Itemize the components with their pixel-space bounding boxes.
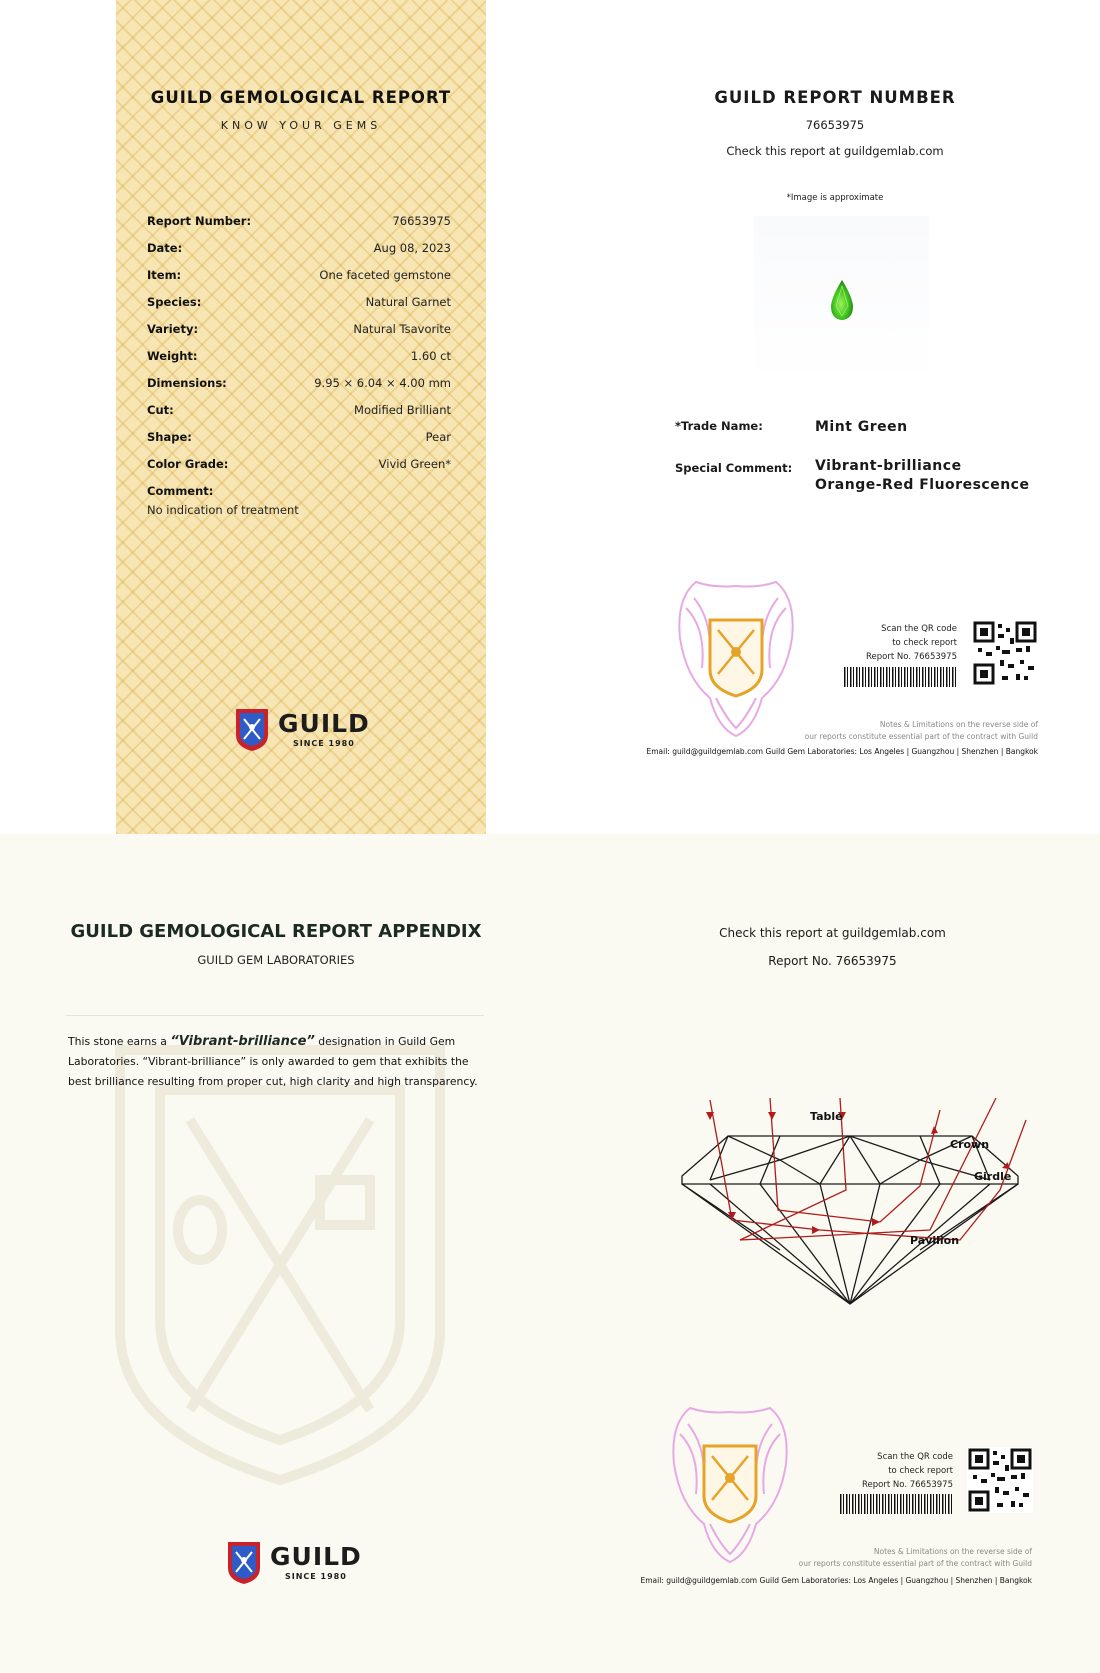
- guild-since: SINCE 1980: [284, 1571, 347, 1581]
- appendix-check-link[interactable]: Check this report at guildgemlab.com: [719, 926, 946, 940]
- barcode: [844, 667, 956, 687]
- dimensions-value: 9.95 × 6.04 × 4.00 mm: [314, 376, 451, 390]
- date-label: Date:: [147, 241, 183, 255]
- divider: [66, 1015, 484, 1016]
- trade-name-label: *Trade Name:: [675, 419, 763, 433]
- appendix-paragraph: [68, 1032, 488, 1092]
- weight-label: Weight:: [147, 349, 198, 363]
- species-value: Natural Garnet: [365, 295, 451, 309]
- diamond-diagram: [670, 1090, 1030, 1310]
- item-value: One faceted gemstone: [319, 268, 451, 282]
- notes-line-1: Notes & Limitations on the reverse side of: [879, 720, 1038, 729]
- shape-label: Shape:: [147, 430, 192, 444]
- dimensions-label: Dimensions:: [147, 376, 227, 390]
- scan-line-2: to check report: [888, 1466, 953, 1476]
- crown-label: Crown: [950, 1138, 990, 1151]
- appendix-subtitle: GUILD GEM LABORATORIES: [197, 953, 355, 967]
- item-label: Item:: [147, 268, 182, 282]
- report-number-title: GUILD REPORT NUMBER: [714, 88, 956, 107]
- trade-name-value: Mint Green: [815, 419, 908, 435]
- notes-line-1: Notes & Limitations on the reverse side of: [873, 1547, 1032, 1556]
- guild-wordmark: GUILD: [270, 1541, 362, 1571]
- color-grade-label: Color Grade:: [147, 457, 229, 471]
- color-grade-value: Vivid Green*: [378, 457, 451, 471]
- qr-caption: [800, 622, 957, 664]
- appendix-guild-logo: [226, 1538, 362, 1586]
- report-number-value: 76653975: [392, 214, 451, 228]
- certificate-title: GUILD GEMOLOGICAL REPORT: [150, 88, 452, 107]
- eagle-seal-icon: [660, 1404, 800, 1564]
- table-label: Table: [810, 1110, 843, 1123]
- special-comment-line1: Vibrant-brilliance: [815, 458, 962, 474]
- para-prefix: This stone earns a: [68, 1035, 171, 1048]
- notes-line-2: our reports constitute essential part of the contract with Guild: [798, 1559, 1032, 1568]
- image-note: *Image is approximate: [786, 193, 884, 203]
- variety-value: Natural Tsavorite: [353, 322, 451, 336]
- guild-wordmark: GUILD: [278, 708, 370, 738]
- girdle-label: Girdle: [974, 1170, 1012, 1183]
- qr-caption-bottom: [795, 1450, 953, 1492]
- variety-label: Variety:: [147, 322, 199, 336]
- qr-code-icon[interactable]: [967, 1447, 1033, 1513]
- scan-line-1: Scan the QR code: [877, 1452, 953, 1462]
- green-pear-gem-icon: [828, 278, 856, 322]
- report-number: 76653975: [805, 118, 865, 132]
- check-report-link[interactable]: Check this report at guildgemlab.com: [726, 144, 944, 158]
- qr-report-no: Report No. 76653975: [866, 652, 957, 662]
- appendix-title: GUILD GEMOLOGICAL REPORT APPENDIX: [70, 921, 482, 942]
- guild-shield-icon: [226, 1538, 262, 1586]
- scan-line-1: Scan the QR code: [881, 624, 957, 634]
- shape-value: Pear: [425, 430, 451, 444]
- eagle-seal-icon: [666, 578, 806, 738]
- comment-value: No indication of treatment: [147, 503, 299, 517]
- contact-line: Email: guild@guildgemlab.com Guild Gem Laboratories: Los Angeles | Guangzhou | Shenzhen | Bangkok: [640, 1576, 1032, 1585]
- pavilion-label: Pavilion: [910, 1234, 960, 1247]
- cut-label: Cut:: [147, 403, 174, 417]
- barcode: [840, 1494, 953, 1514]
- cut-value: Modified Brilliant: [354, 403, 451, 417]
- qr-code-icon[interactable]: [972, 620, 1038, 686]
- guild-since: SINCE 1980: [292, 738, 355, 748]
- watermark-crest-icon: [100, 1030, 460, 1500]
- appendix-report-no: Report No. 76653975: [768, 954, 897, 968]
- guild-shield-icon: [234, 705, 270, 753]
- scan-line-2: to check report: [892, 638, 957, 648]
- para-suffix: designation in Guild Gem Laboratories. “Vibrant-brilliance” is only awarded to gem that exhibits the best brilliance resulting from proper cut, high clarity and high transparency.: [68, 1035, 478, 1088]
- special-comment-line2: Orange-Red Fluorescence: [815, 477, 1030, 493]
- report-number-label: Report Number:: [147, 214, 252, 228]
- contact-line: Email: guild@guildgemlab.com Guild Gem Laboratories: Los Angeles | Guangzhou | Shenzhen | Bangkok: [646, 747, 1038, 756]
- guild-logo: [234, 705, 370, 753]
- certificate-subtitle: KNOW YOUR GEMS: [220, 119, 382, 132]
- para-highlight: “Vibrant-brilliance”: [170, 1034, 315, 1049]
- weight-value: 1.60 ct: [410, 349, 451, 363]
- species-label: Species:: [147, 295, 202, 309]
- notes-line-2: our reports constitute essential part of the contract with Guild: [804, 732, 1038, 741]
- date-value: Aug 08, 2023: [373, 241, 451, 255]
- gem-photo: [754, 216, 929, 386]
- qr-report-no: Report No. 76653975: [862, 1480, 953, 1490]
- comment-label: Comment:: [147, 484, 214, 498]
- special-comment-label: Special Comment:: [675, 461, 793, 475]
